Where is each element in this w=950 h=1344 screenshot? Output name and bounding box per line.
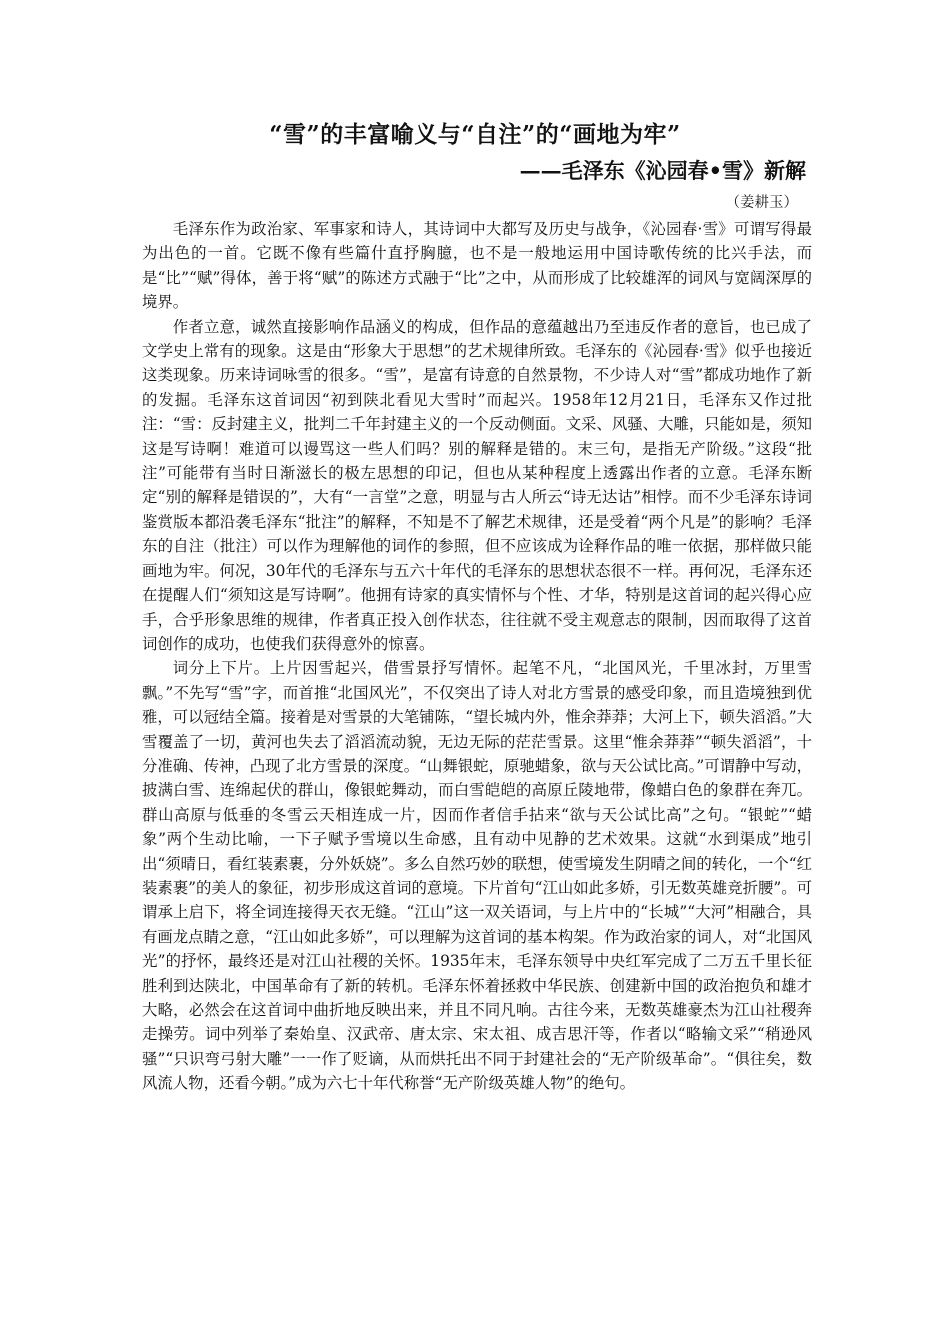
- article-subtitle: ——毛泽东《沁园春•雪》新解: [519, 158, 806, 183]
- article-title: “雪”的丰富喻义与“自注”的“画地为牢”: [269, 121, 681, 148]
- paragraph-author-intent: 作者立意，诚然直接影响作品涵义的构成，但作品的意蕴越出乃至违反作者的意旨，也已成了文学史上常有的现象。这是由“形象大于思想”的艺术规律所致。毛泽东的《沁园春·雪》似乎也接近这类现象。历来诗词咏雪的很多。“雪”，是富有诗意的自然景物，不少诗人对“雪”都成功地作了新的发掘。毛泽东这首词因“初到陕北看见大雪时”而起兴。1958年12月21日，毛泽东又作过批注：“雪：反封建主义，批判二千年封建主义的一个反动侧面。文采、风骚、大雕，只能如是，须知这是写诗啊！难道可以谩骂这一些人们吗？别的解释是错的。末三句，是指无产阶级。”这段“批注”可能带有当时日渐滋长的极左思想的印记，但也从某种程度上透露出作者的立意。毛泽东断定“别的解释是错误的”，大有“一言堂”之意，明显与古人所云“诗无达诂”相悖。而不少毛泽东诗词鉴赏版本都沿袭毛泽东“批注”的解释，不知是不了解艺术规律，还是受着“两个凡是”的影响？毛泽东的自注（批注）可以作为理解他的词作的参照，但不应该成为诠释作品的唯一依据，那样做只能画地为牢。何况，30年代的毛泽东与五六十年代的毛泽东的思想状态很不一样。再何况，毛泽东还在提醒人们“须知这是写诗啊”。他拥有诗家的真实情怀与个性、才华，特别是这首词的起兴得心应手，合乎形象思维的规律，作者真正投入创作状态，往往就不受主观意志的限制，因而取得了这首词创作的成功，也使我们获得意外的惊喜。: [142, 317, 812, 653]
- paragraph-analysis: 词分上下片。上片因雪起兴，借雪景抒写情怀。起笔不凡，“北国风光，千里冰封，万里雪飘。”不先写“雪”字，而首推“北国风光”，不仅突出了诗人对北方雪景的感受印象，而且造境独到优雅，可以冠结全篇。接着是对雪景的大笔铺陈，“望长城内外，惟余莽莽；大河上下，顿失滔滔。”大雪覆盖了一切，黄河也失去了滔滔流动貌，无边无际的茫茫雪景。这里“惟余莽莽”“顿失滔滔”，十分准确、传神，凸现了北方雪景的深度。“山舞银蛇，原驰蜡象，欲与天公试比高。”可谓静中写动，披满白雪、连绵起伏的群山，像银蛇舞动，而白雪皑皑的高原丘陵地带，像蜡白色的象群在奔兀。群山高原与低垂的冬雪云天相连成一片，因而作者信手拈来“欲与天公试比高”之句。“银蛇”“蜡象”两个生动比喻，一下子赋予雪境以生命感，且有动中见静的艺术效果。这就“水到渠成”地引出“须晴日，看红装素裹，分外妖娆”。多么自然巧妙的联想，使雪境发生阴晴之间的转化，一个“红装素裹”的美人的象征，初步形成这首词的意境。下片首句“江山如此多娇，引无数英雄竞折腰”。可谓承上启下，将全词连接得天衣无缝。“江山”这一双关语词，与上片中的“长城”“大河”相融合，具有画龙点睛之意，“江山如此多娇”，可以理解为这首词的基本构架。作为政治家的词人，对“北国风光”的抒怀，最终还是对江山社稷的关怀。1935年末，毛泽东领导中央红军完成了二万五千里长征胜利到达陕北，中国革命有了新的转机。毛泽东怀着拯救中华民族、创建新中国的政治抱负和雄才大略，必然会在这首词中曲折地反映出来，并且不同凡响。古往今来，无数英雄豪杰为江山社稷奔走操劳。词中列举了秦始皇、汉武帝、唐太宗、宋太祖、成吉思汗等，作者以“略输文采”“稍逊风骚”“只识弯弓射大雕”一一作了贬谪，从而烘托出不同于封建社会的“无产阶级革命”。“俱往矣，数风流人物，还看今朝。”成为六七十年代称誉“无产阶级英雄人物”的绝句。: [142, 659, 813, 1093]
- article-author: （姜耕玉）: [725, 195, 798, 211]
- paragraph-intro: 毛泽东作为政治家、军事家和诗人，其诗词中大都写及历史与战争，《沁园春·雪》可谓写得最为出色的一首。它既不像有些篇什直抒胸臆，也不是一般地运用中国诗歌传统的比兴手法，而是“比”“赋”得体，善于将“赋”的陈述方式融于“比”之中，从而形成了比较雄浑的词风与宽阔深厚的境界。: [142, 220, 812, 312]
- article-body: [142, 217, 812, 1096]
